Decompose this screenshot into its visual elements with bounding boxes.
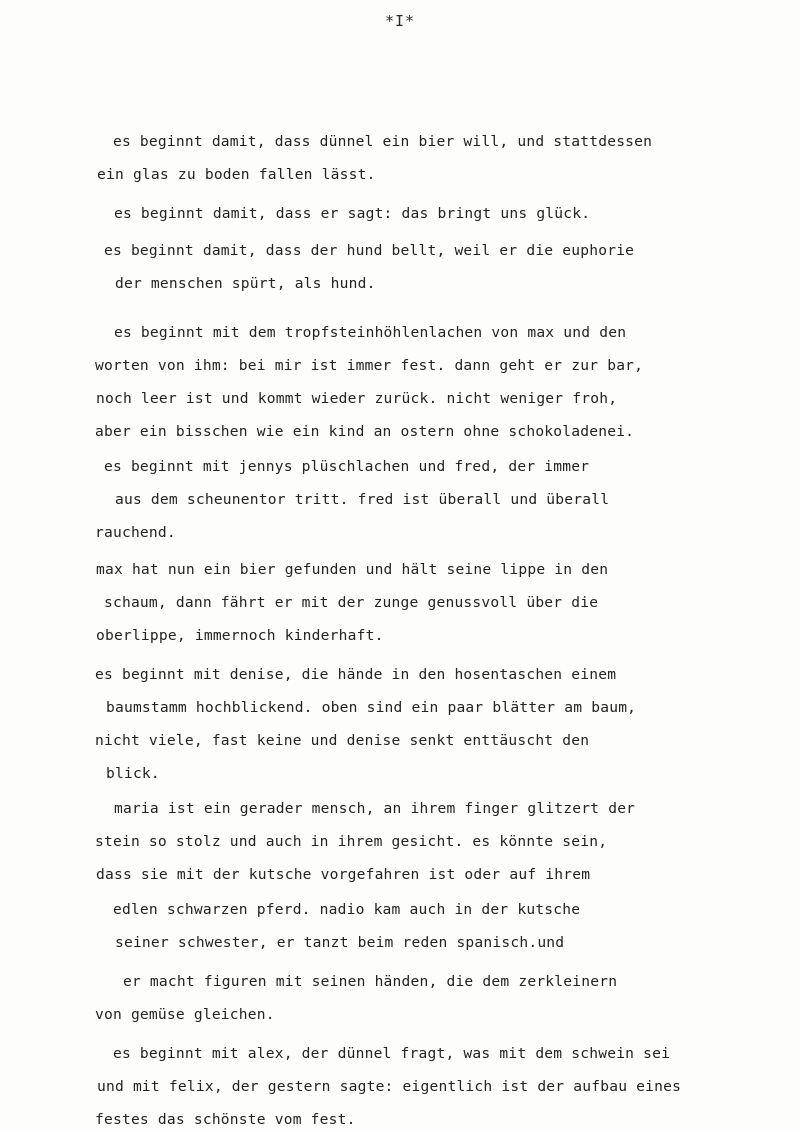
text-line: rauchend. bbox=[95, 524, 176, 541]
text-line: seiner schwester, er tanzt beim reden spanisch.und bbox=[97, 934, 565, 951]
text-line: oberlippe, immernoch kinderhaft. bbox=[96, 627, 384, 644]
text-line: es beginnt damit, dass er sagt: das bringt uns glück. bbox=[96, 205, 591, 222]
text-line: edlen schwarzen pferd. nadio kam auch in der kutsche bbox=[95, 901, 581, 918]
text-line: aus dem scheunentor tritt. fred ist überall und überall bbox=[97, 491, 610, 508]
text-line: dass sie mit der kutsche vorgefahren ist oder auf ihrem bbox=[96, 866, 591, 883]
text-line: es beginnt mit dem tropfsteinhöhlenlachen von max und den bbox=[96, 324, 627, 341]
paragraph bbox=[95, 1037, 755, 1131]
text-line: max hat nun ein bier gefunden und hält seine lippe in den bbox=[96, 561, 609, 578]
text-line: von gemüse gleichen. bbox=[95, 1006, 275, 1023]
text-line: maria ist ein gerader mensch, an ihrem finger glitzert der bbox=[96, 800, 636, 817]
text-line: und mit felix, der gestern sagte: eigentlich ist der aufbau eines bbox=[97, 1078, 682, 1095]
text-line: stein so stolz und auch in ihrem gesicht. es könnte sein, bbox=[95, 833, 608, 850]
text-line: baumstamm hochblickend. oben sind ein paar blätter am baum, bbox=[97, 699, 637, 716]
paragraph bbox=[95, 197, 755, 230]
text-line: es beginnt mit jennys plüschlachen und fred, der immer bbox=[95, 458, 590, 475]
text-line: blick. bbox=[97, 765, 160, 782]
paragraph bbox=[95, 234, 755, 300]
text-line: nicht viele, fast keine und denise senkt enttäuscht den bbox=[95, 732, 590, 749]
paragraph bbox=[95, 450, 755, 549]
paragraph bbox=[95, 658, 755, 790]
text-line: es beginnt mit alex, der dünnel fragt, was mit dem schwein sei bbox=[95, 1045, 671, 1062]
text-line: er macht figuren mit seinen händen, die dem zerkleinern bbox=[96, 973, 618, 990]
text-line: ein glas zu boden fallen lässt. bbox=[97, 166, 376, 183]
text-line: es beginnt damit, dass dünnel ein bier will, und stattdessen bbox=[95, 133, 653, 150]
page-marker: *I* bbox=[384, 12, 416, 30]
text-line: es beginnt damit, dass der hund bellt, weil er die euphorie bbox=[95, 242, 635, 259]
text-line: es beginnt mit denise, die hände in den hosentaschen einem bbox=[95, 666, 617, 683]
paragraph bbox=[95, 893, 755, 959]
text-line: festes das schönste vom fest. bbox=[95, 1111, 356, 1128]
paragraph bbox=[95, 316, 755, 448]
text-line: schaum, dann fährt er mit der zunge genussvoll über die bbox=[95, 594, 599, 611]
text-line: noch leer ist und kommt wieder zurück. nicht weniger froh, bbox=[96, 390, 618, 407]
text-line: aber ein bisschen wie ein kind an ostern ohne schokoladenei. bbox=[95, 423, 635, 440]
text-line: der menschen spürt, als hund. bbox=[97, 275, 376, 292]
paragraph bbox=[95, 792, 755, 891]
text-line: worten von ihm: bei mir ist immer fest. dann geht er zur bar, bbox=[95, 357, 644, 374]
paragraph bbox=[95, 125, 755, 191]
document-body bbox=[95, 125, 755, 1131]
paragraph bbox=[95, 553, 755, 652]
paragraph bbox=[95, 965, 755, 1031]
